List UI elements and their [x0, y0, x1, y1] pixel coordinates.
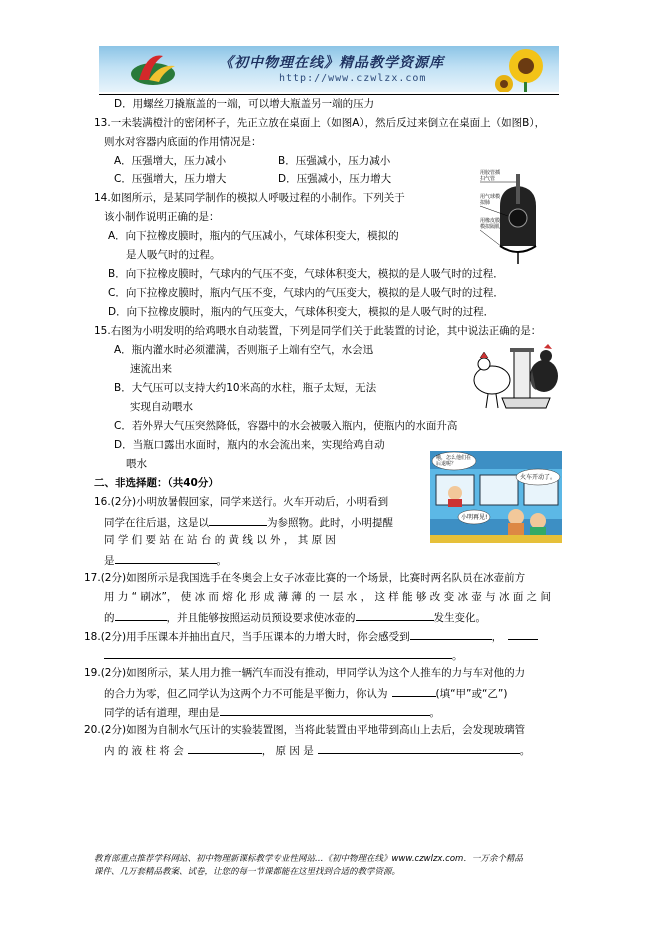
- q17-line3-c: 发生变化。: [433, 612, 486, 624]
- q15-option-a-line1: A．瓶内灌水时必须灌满，否则瓶子上端有空气，水会迅: [114, 344, 374, 356]
- fig-label-tube2: 扫气管: [480, 176, 496, 182]
- q15-option-a-line2: 速流出来: [130, 363, 172, 375]
- q19-blank-choice[interactable]: [392, 685, 436, 697]
- q15-option-b-line1: B．大气压可以支持大约10米高的水柱，瓶子太短，无法: [114, 382, 377, 394]
- fig-label-lung: 拟肺: [480, 200, 491, 206]
- q17-line3-a: 的: [104, 612, 115, 624]
- q14-option-b: B．向下拉橡皮膜时，气球内的气压不变，气球体积变大，模拟的是人吸气时的过程．: [108, 268, 504, 280]
- footer-line2: 课件、几万套精品教案、试卷，让您的每一节课都能在这里找到合适的教学资源。: [94, 867, 401, 877]
- q16-line4: [104, 552, 227, 568]
- q13-option-d: D．压强减小，压力增大: [278, 173, 392, 185]
- q18-line2-b: 。: [452, 650, 463, 662]
- header-rule: [99, 94, 559, 95]
- fig-label-tube: 用胶管插: [480, 170, 501, 176]
- q18-blank-reason[interactable]: [104, 647, 452, 659]
- site-logo: [129, 50, 189, 88]
- speech-bubble-goodbye: 小明再见!: [461, 514, 488, 521]
- q16-line4-a: 是: [104, 555, 115, 567]
- q16-blank-reason[interactable]: [115, 552, 217, 564]
- q14-option-a-line1: A．向下拉橡皮膜时，瓶内的气压减小，气球体积变大，模拟的: [108, 230, 399, 242]
- q20-line2-b: ， 原 因 是: [261, 745, 314, 757]
- header-banner: [99, 46, 559, 92]
- q18-line1-a: 18.(2分)用手压课本并抽出直尺，当手压课本的力增大时，你会感受到: [84, 631, 410, 643]
- q16-line3: 同 学 们 要 站 在 站 台 的 黄 线 以 外 ， 其 原 因: [104, 534, 336, 546]
- q20-line2: [104, 742, 530, 758]
- q20-blank-change[interactable]: [188, 742, 262, 754]
- q19-line3-b: 。: [429, 707, 440, 719]
- speech-bubble-why-back: 哦，怎么他们在后退呢？: [436, 455, 472, 467]
- q18-line1: [84, 628, 538, 644]
- footer-line1: 教育部重点推荐学科网站、初中物理新课标教学专业性网站…《初中物理在线》www.czwlzx.com．一万余个精品: [94, 854, 523, 864]
- q16-blank-reference[interactable]: [209, 514, 267, 526]
- q14-stem-line2: 该小制作说明正确的是：: [104, 211, 220, 223]
- q16-line1: 16.(2分)小明放暑假回家，同学来送行。火车开动后，小明看到: [94, 496, 389, 508]
- q17-line2: 用 力 “ 刷冰”， 使 冰 而 熔 化 形 成 薄 薄 的 一 层 水 ， 这 样 能 够 改 变 冰 壶 与 冰 面 之 间: [104, 591, 552, 603]
- q19-line2-b: (填“甲”或“乙”): [435, 688, 508, 700]
- q15-stem: 15.右图为小明发明的给鸡喂水自动装置，下列是同学们关于此装置的讨论，其中说法正确的是：: [94, 325, 542, 337]
- q19-line3: [104, 704, 440, 720]
- q15-option-b-line2: 实现自动喂水: [130, 401, 193, 413]
- q20-line2-c: 。: [519, 745, 531, 757]
- banner-url: http://www.czwlzx.com: [279, 73, 427, 84]
- q18-blank-feel[interactable]: [410, 628, 492, 640]
- q19-line2: [104, 685, 507, 701]
- q17-line3: [104, 609, 486, 625]
- q16-line4-b: 。: [216, 555, 227, 567]
- q16-line2-a: 同学在往后退，这是以: [104, 517, 209, 529]
- train-farewell-figure: [430, 451, 562, 543]
- fig-label-balloon: 用气球模: [480, 194, 501, 200]
- q14-option-c: C．向下拉橡皮膜时，瓶内气压不变，气球内的气压变大，模拟的是人吸气时的过程．: [108, 287, 504, 299]
- q17-blank-friction[interactable]: [115, 609, 167, 621]
- q17-line3-b: ，并且能够按照运动员预设要求使冰壶的: [166, 612, 356, 624]
- fig-label-diaphragm: 模拟隔肌: [480, 224, 501, 230]
- q15-option-d-line2: 喂水: [126, 458, 147, 470]
- q18-line1-b: ，: [491, 631, 503, 643]
- q18-line2: [104, 647, 463, 663]
- q14-option-a-line2: 是人吸气时的过程。: [126, 249, 221, 261]
- q19-blank-reason[interactable]: [220, 704, 430, 716]
- chicken-feeder-drawing: [470, 340, 562, 416]
- chicken-feeder-figure: [470, 340, 562, 416]
- q15-option-c: C．若外界大气压突然降低，容器中的水会被吸入瓶内，使瓶内的水面升高: [114, 420, 458, 432]
- q19-line3-a: 同学的话有道理，理由是: [104, 707, 220, 719]
- q18-blank-reason-start[interactable]: [508, 628, 538, 640]
- q16-line2: [104, 514, 393, 530]
- fig-label-membrane: 用橡皮膜: [480, 218, 501, 224]
- q20-line1: 20.(2分)如图为自制水气压计的实验装置图，当将此装置由平地带到高山上去后，会发现玻璃管: [84, 724, 526, 736]
- q13-option-c: C．压强增大，压力增大: [114, 173, 227, 185]
- section2-heading: 二、非选择题：（共40分）: [94, 477, 219, 489]
- q12-option-d: D．用螺丝刀撬瓶盖的一端，可以增大瓶盖另一端的压力: [114, 98, 375, 110]
- q16-line2-b: 为参照物。此时，小明提醒: [267, 517, 393, 529]
- q20-line2-a: 内 的 液 柱 将 会: [104, 745, 184, 757]
- q14-stem-line1: 14.如图所示，是某同学制作的模拟人呼吸过程的小制作。下列关于: [94, 192, 405, 204]
- q15-option-d-line1: D．当瓶口露出水面时，瓶内的水会流出来，实现给鸡自动: [114, 439, 385, 451]
- q19-line1: 19.(2分)如图所示，某人用力推一辆汽车而没有推动，甲同学认为这个人推车的力与车对他的力: [84, 667, 526, 679]
- banner-title: 《初中物理在线》精品教学资源库: [219, 55, 444, 71]
- q19-line2-a: 的合力为零，但乙同学认为这两个力不可能是平衡力，你认为: [104, 688, 388, 700]
- breathing-model-figure: [478, 168, 558, 268]
- q13-stem-line1: 13.一未装满橙汁的密闭杯子，先正立放在桌面上（如图A），然后反过来倒立在桌面上（如图B），: [94, 117, 546, 129]
- speech-bubble-train-starts: 火车开动了。: [520, 474, 557, 481]
- q17-blank-motion[interactable]: [356, 609, 434, 621]
- sunflower-image: [494, 46, 559, 92]
- q13-stem-line2: 则水对容器内底面的作用情况是：: [104, 136, 262, 148]
- q17-line1: 17.(2分)如图所示是我国选手在冬奥会上女子冰壶比赛的一个场景，比赛时两名队员在冰壶前方: [84, 572, 526, 584]
- q13-option-a: A．压强增大，压力减小: [114, 155, 227, 167]
- q14-option-d: D．向下拉橡皮膜时，瓶内的气压变大，气球体积变大，模拟的是人吸气时的过程．: [108, 306, 495, 318]
- q20-blank-reason[interactable]: [318, 742, 520, 754]
- q13-option-b: B．压强减小，压力减小: [278, 155, 391, 167]
